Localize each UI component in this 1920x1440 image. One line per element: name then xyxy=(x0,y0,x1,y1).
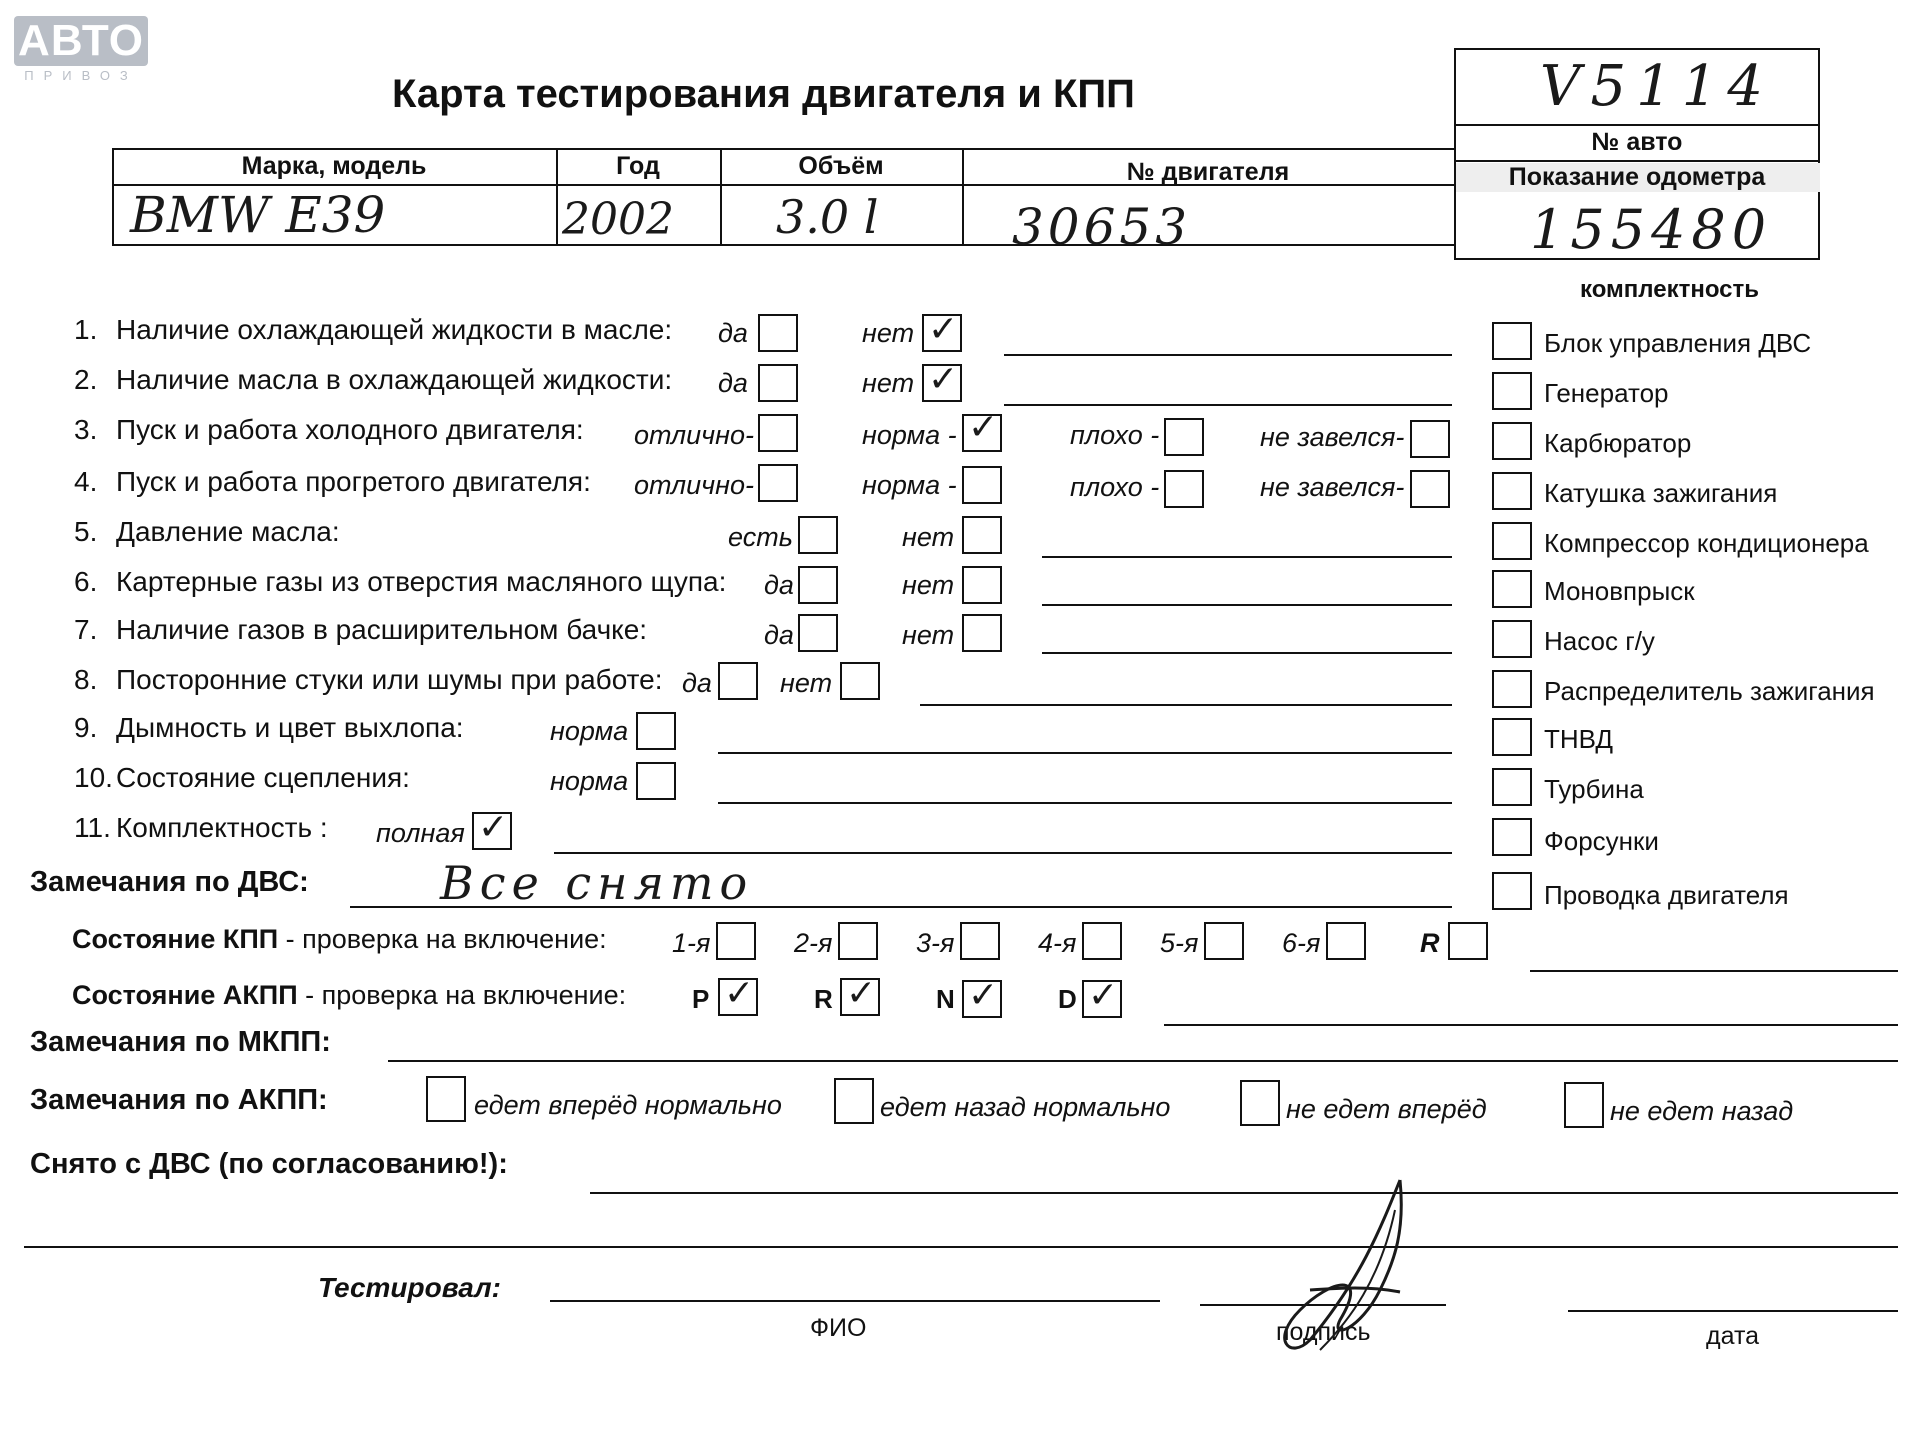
removed-parts-line-1[interactable] xyxy=(590,1192,1898,1194)
mt-check-title: Состояние КПП xyxy=(72,924,279,954)
item-7-label: Наличие газов в расширительном бачке: xyxy=(116,614,648,645)
completeness-title: комплектность xyxy=(1580,276,1760,303)
item-6-opt2-label: нет xyxy=(902,570,955,600)
item-7-notes-line[interactable] xyxy=(1042,652,1452,654)
odometer-value: 155480 xyxy=(1530,198,1773,261)
mt-remarks-line[interactable] xyxy=(388,1060,1898,1062)
removed-parts-label: Снято с ДВС (по согласованию!): xyxy=(30,1148,508,1180)
item-11-notes-line[interactable] xyxy=(554,852,1452,854)
item-1-opt2-label: нет xyxy=(862,318,915,348)
engine-remarks-label: Замечания по ДВС: xyxy=(30,866,309,898)
item-1-opt1-checkbox[interactable] xyxy=(758,314,798,352)
car-number-divider xyxy=(1454,124,1820,126)
item-2-label: Наличие масла в охлаждающей жидкости: xyxy=(116,364,673,395)
item-4-opt3-label: плохо - xyxy=(1070,472,1160,502)
at-pos-r-label: R xyxy=(814,984,833,1014)
item-9-label: Дымность и цвет выхлопа: xyxy=(116,712,464,743)
item-11-number: 11. xyxy=(74,812,111,843)
completeness-item-mono-injection: Моновпрыск xyxy=(1544,576,1695,606)
odometer-header: Показание одометра xyxy=(1454,163,1820,192)
at-check-label xyxy=(72,980,626,1011)
at-pos-p-label: P xyxy=(692,984,710,1014)
item-8-opt2-label: нет xyxy=(780,668,833,698)
item-7-number: 7. xyxy=(74,614,98,645)
item-8-opt2-checkbox[interactable] xyxy=(840,662,880,700)
engine-remarks-value: Все снято xyxy=(440,856,754,910)
item-6-notes-line[interactable] xyxy=(1042,604,1452,606)
item-5-opt2-label: нет xyxy=(902,522,955,552)
item-4-opt2-label: норма - xyxy=(862,470,957,500)
at-remarks-no-reverse-checkbox[interactable] xyxy=(1564,1082,1604,1128)
completeness-checkbox-carburetor[interactable] xyxy=(1492,422,1532,460)
at-remarks-reverse-ok-label: едет назад нормально xyxy=(880,1092,1171,1122)
completeness-item-carburetor: Карбюратор xyxy=(1544,428,1692,458)
completeness-checkbox-engine-wiring[interactable] xyxy=(1492,872,1532,910)
item-1-label: Наличие охлаждающей жидкости в масле: xyxy=(116,314,673,345)
engine-number-header: № двигателя xyxy=(1126,158,1290,186)
at-check-line[interactable] xyxy=(1164,1024,1898,1026)
item-4-opt3-checkbox[interactable] xyxy=(1164,470,1204,508)
at-pos-d-label: D xyxy=(1058,984,1077,1014)
model-header: Марка, модель xyxy=(241,152,427,180)
item-6-opt1-checkbox[interactable] xyxy=(798,566,838,604)
item-3-opt1-label: отлично- xyxy=(634,420,754,450)
item-7-opt1-checkbox[interactable] xyxy=(798,614,838,652)
at-remarks-no-reverse-label: не едет назад xyxy=(1610,1096,1794,1126)
at-check-title: Состояние АКПП xyxy=(72,980,298,1010)
item-3-opt2-label: норма - xyxy=(862,420,957,450)
completeness-item-turbine: Турбина xyxy=(1544,774,1644,804)
completeness-checkbox-power-steering-pump[interactable] xyxy=(1492,620,1532,658)
item-5-opt2-checkbox[interactable] xyxy=(962,516,1002,554)
mt-gear-r-checkbox[interactable] xyxy=(1448,922,1488,960)
item-8-number: 8. xyxy=(74,664,98,695)
item-5-opt1-label: есть xyxy=(728,522,793,552)
completeness-checkbox-turbine[interactable] xyxy=(1492,768,1532,806)
tested-by-label: Тестировал: xyxy=(318,1272,501,1303)
signature-caption: подпись xyxy=(1276,1318,1371,1346)
item-3-number: 3. xyxy=(74,414,98,445)
item-10-number: 10. xyxy=(74,762,113,793)
signature-scribble xyxy=(1250,1170,1450,1370)
item-9-number: 9. xyxy=(74,712,98,743)
at-pos-n-checkmark: ✓ xyxy=(968,975,999,1016)
item-3-opt3-label: плохо - xyxy=(1070,420,1160,450)
mt-gear-r-label: R xyxy=(1420,928,1440,958)
item-9-opt1-checkbox[interactable] xyxy=(636,712,676,750)
item-10-notes-line[interactable] xyxy=(718,802,1452,804)
completeness-checkbox-ecu[interactable] xyxy=(1492,322,1532,360)
completeness-item-power-steering-pump: Насос г/у xyxy=(1544,626,1655,656)
volume-header: Объём xyxy=(798,152,884,180)
item-3-label: Пуск и работа холодного двигателя: xyxy=(116,414,584,445)
item-5-number: 5. xyxy=(74,516,98,547)
completeness-item-generator: Генератор xyxy=(1544,378,1669,408)
item-4-opt4-checkbox[interactable] xyxy=(1410,470,1450,508)
completeness-checkbox-ignition-coil[interactable] xyxy=(1492,472,1532,510)
item-10-opt1-label: норма xyxy=(550,766,629,796)
completeness-item-engine-wiring: Проводка двигателя xyxy=(1544,880,1789,910)
completeness-checkbox-ac-compressor[interactable] xyxy=(1492,522,1532,560)
item-8-notes-line[interactable] xyxy=(920,704,1452,706)
item-6-opt2-checkbox[interactable] xyxy=(962,566,1002,604)
odometer-header-top xyxy=(1454,160,1820,162)
item-2-number: 2. xyxy=(74,364,98,395)
item-3-opt1-checkbox[interactable] xyxy=(758,414,798,452)
item-3-opt4-checkbox[interactable] xyxy=(1410,420,1450,458)
at-check-rest: - проверка на включение: xyxy=(297,980,627,1010)
item-4-number: 4. xyxy=(74,466,98,497)
at-pos-n-label: N xyxy=(936,984,955,1014)
item-4-opt2-checkbox[interactable] xyxy=(962,466,1002,504)
mt-gear-6-checkbox[interactable] xyxy=(1326,922,1366,960)
fio-caption: ФИО xyxy=(810,1314,867,1342)
engine-number-value: 30653 xyxy=(1012,198,1192,256)
mt-gear-1-label: 1-я xyxy=(672,928,711,958)
at-remarks-label: Замечания по АКПП: xyxy=(30,1084,328,1116)
completeness-item-ac-compressor: Компрессор кондиционера xyxy=(1544,528,1869,558)
item-4-label: Пуск и работа прогретого двигателя: xyxy=(116,466,591,497)
at-remarks-no-forward-checkbox[interactable] xyxy=(1240,1080,1280,1126)
brand-logo: АВТО xyxy=(14,16,148,66)
item-4-opt1-checkbox[interactable] xyxy=(758,464,798,502)
completeness-item-ignition-coil: Катушка зажигания xyxy=(1544,478,1778,508)
item-3-opt3-checkbox[interactable] xyxy=(1164,418,1204,456)
completeness-checkbox-fuel-pump[interactable] xyxy=(1492,718,1532,756)
completeness-item-distributor: Распределитель зажигания xyxy=(1544,676,1875,706)
model-value: BMW E39 xyxy=(130,186,386,244)
mt-check-rest: - проверка на включение: xyxy=(278,924,607,954)
completeness-checkbox-mono-injection[interactable] xyxy=(1492,570,1532,608)
mt-gear-4-label: 4-я xyxy=(1038,928,1077,958)
item-11-opt1-checkmark: ✓ xyxy=(478,807,509,848)
at-remarks-forward-ok-checkbox[interactable] xyxy=(426,1076,466,1122)
item-5-notes-line[interactable] xyxy=(1042,556,1452,558)
mt-gear-5-checkbox[interactable] xyxy=(1204,922,1244,960)
mt-check-line[interactable] xyxy=(1530,970,1898,972)
car-number-label: № авто xyxy=(1591,128,1683,156)
at-remarks-forward-ok-label: едет вперёд нормально xyxy=(474,1090,782,1120)
item-5-label: Давление масла: xyxy=(116,516,340,547)
item-11-label: Комплектность : xyxy=(116,812,328,843)
year-header: Год xyxy=(616,152,660,180)
volume-value: 3.0 l xyxy=(776,190,879,244)
tested-by-fio-line[interactable] xyxy=(550,1300,1160,1302)
mt-gear-2-label: 2-я xyxy=(794,928,833,958)
item-1-number: 1. xyxy=(74,314,98,345)
item-11-opt1-label: полная xyxy=(376,818,465,848)
item-9-notes-line[interactable] xyxy=(718,752,1452,754)
mt-gear-1-checkbox[interactable] xyxy=(716,922,756,960)
item-7-opt1-label: да xyxy=(764,620,794,650)
mt-gear-5-label: 5-я xyxy=(1160,928,1199,958)
item-1-notes-line[interactable] xyxy=(1004,354,1452,356)
item-4-opt4-label: не завелся- xyxy=(1260,472,1405,502)
item-8-opt1-checkbox[interactable] xyxy=(718,662,758,700)
tested-by-date-line[interactable] xyxy=(1568,1310,1898,1312)
item-3-opt4-label: не завелся- xyxy=(1260,422,1405,452)
brand-logo-sub: ПРИВОЗ xyxy=(24,68,138,83)
mt-remarks-label: Замечания по МКПП: xyxy=(30,1026,331,1058)
completeness-checkbox-injectors[interactable] xyxy=(1492,818,1532,856)
mt-gear-2-checkbox[interactable] xyxy=(838,922,878,960)
mt-gear-3-label: 3-я xyxy=(916,928,955,958)
year-value: 2002 xyxy=(562,194,674,245)
completeness-checkbox-distributor[interactable] xyxy=(1492,670,1532,708)
at-pos-p-checkmark: ✓ xyxy=(724,973,755,1014)
item-10-opt1-checkbox[interactable] xyxy=(636,762,676,800)
item-5-opt1-checkbox[interactable] xyxy=(798,516,838,554)
mt-gear-6-label: 6-я xyxy=(1282,928,1321,958)
date-caption: дата xyxy=(1706,1322,1760,1350)
page-title: Карта тестирования двигателя и КПП xyxy=(392,72,1135,116)
completeness-checkbox-generator[interactable] xyxy=(1492,372,1532,410)
completeness-item-injectors: Форсунки xyxy=(1544,826,1659,856)
item-2-opt1-label: да xyxy=(718,368,748,398)
completeness-item-fuel-pump: ТНВД xyxy=(1544,724,1614,754)
at-remarks-no-forward-label: не едет вперёд xyxy=(1286,1094,1487,1124)
at-remarks-reverse-ok-checkbox[interactable] xyxy=(834,1078,874,1124)
item-1-opt2-checkmark: ✓ xyxy=(928,309,959,350)
item-4-opt1-label: отлично- xyxy=(634,470,754,500)
item-2-opt2-label: нет xyxy=(862,368,915,398)
item-3-opt2-checkmark: ✓ xyxy=(968,407,999,448)
item-6-number: 6. xyxy=(74,566,98,597)
item-2-opt1-checkbox[interactable] xyxy=(758,364,798,402)
mt-check-label xyxy=(72,924,607,955)
mt-gear-3-checkbox[interactable] xyxy=(960,922,1000,960)
item-9-opt1-label: норма xyxy=(550,716,629,746)
item-2-opt2-checkmark: ✓ xyxy=(928,359,959,400)
item-7-opt2-checkbox[interactable] xyxy=(962,614,1002,652)
at-pos-d-checkmark: ✓ xyxy=(1088,975,1119,1016)
mt-gear-4-checkbox[interactable] xyxy=(1082,922,1122,960)
item-6-label: Картерные газы из отверстия масляного щупа: xyxy=(116,566,727,597)
item-6-opt1-label: да xyxy=(764,570,794,600)
item-8-label: Посторонние стуки или шумы при работе: xyxy=(116,664,663,695)
at-pos-r-checkmark: ✓ xyxy=(846,973,877,1014)
item-2-notes-line[interactable] xyxy=(1004,404,1452,406)
item-7-opt2-label: нет xyxy=(902,620,955,650)
item-8-opt1-label: да xyxy=(682,668,712,698)
removed-parts-line-2[interactable] xyxy=(24,1246,1898,1248)
item-10-label: Состояние сцепления: xyxy=(116,762,410,793)
completeness-item-ecu: Блок управления ДВС xyxy=(1544,328,1812,358)
car-number-value: V5114 xyxy=(1540,54,1773,119)
item-1-opt1-label: да xyxy=(718,318,748,348)
